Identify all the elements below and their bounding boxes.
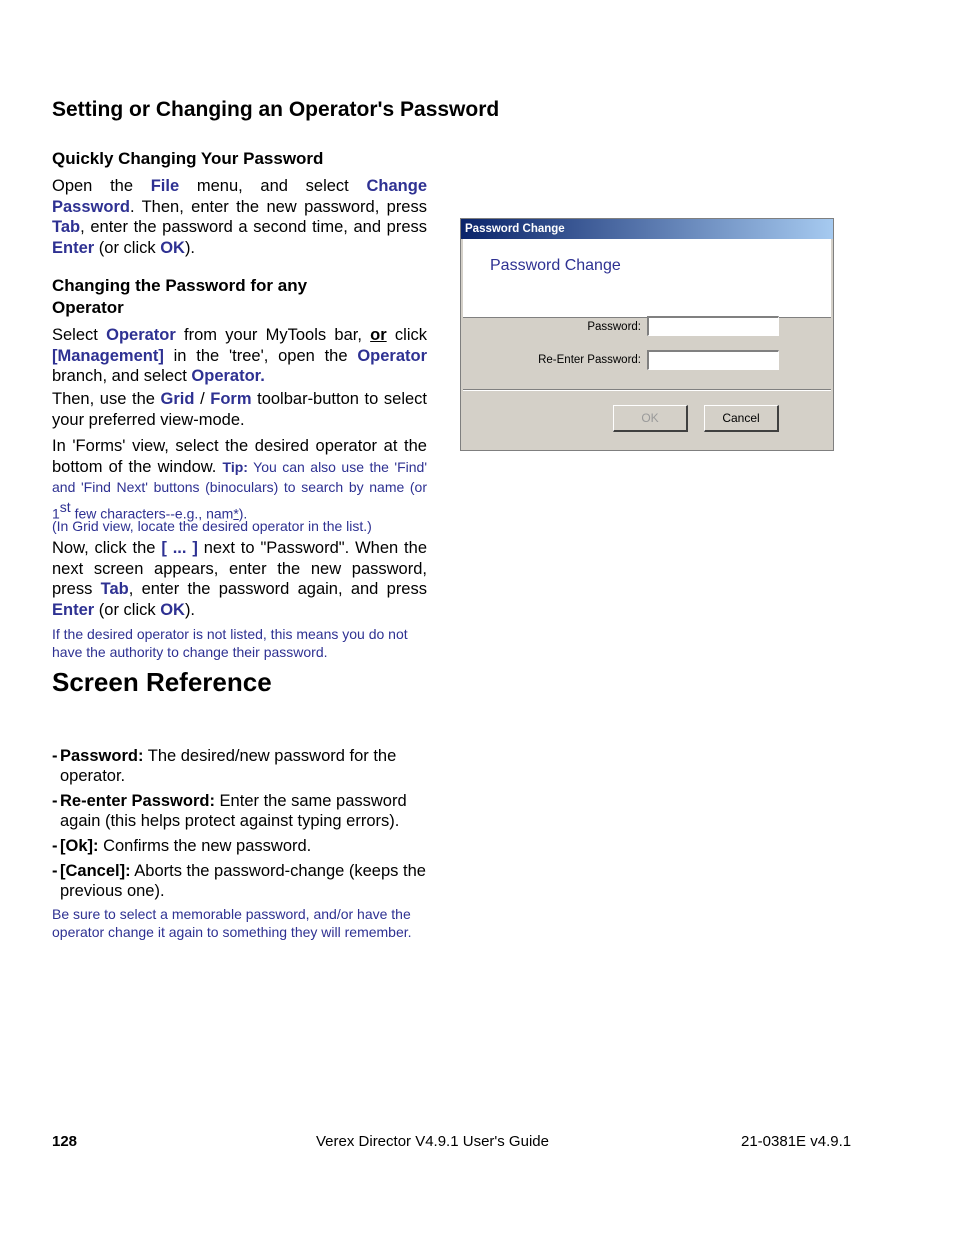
dialog-separator	[463, 389, 831, 391]
password-label: Password:	[587, 321, 641, 333]
kw-ok: OK	[160, 238, 185, 257]
anyop-paragraph-3: In 'Forms' view, select the desired operator at the bottom of the window. Tip: You can also use the 'Find' and 'Find Next' buttons (binoculars) to search by name (or 1st few characters--e.g., nam*).	[52, 437, 427, 521]
grid-view-note: (In Grid view, locate the desired operator in the list.)	[52, 518, 372, 534]
password-field[interactable]	[647, 316, 779, 336]
password-change-dialog	[460, 218, 834, 451]
guide-title: Verex Director V4.9.1 User's Guide	[316, 1133, 549, 1150]
ok-button[interactable]: OK	[613, 405, 688, 432]
memorable-password-note: Be sure to select a memorable password, and/or have the operator change it again to something they will remember.	[52, 906, 412, 940]
ref-item-cancel: - [Cancel]: Aborts the password-change (keeps the previous one).	[52, 862, 426, 900]
kw-enter: Enter	[52, 238, 95, 257]
page-number: 128	[52, 1133, 78, 1150]
dialog-header-panel	[463, 239, 831, 318]
quick-paragraph: Open the File menu, and select Change Password. Then, enter the new password, press Tab, enter the password a second time, and press Enter (or click OK).	[52, 177, 427, 257]
anyop-paragraph-4: Now, click the [ ... ] next to "Password". When the next screen appears, enter the new password, press Tab, enter the password again, and press Enter (or click OK).	[52, 539, 427, 619]
tip-label: Tip:	[222, 458, 248, 475]
ref-item-reenter: - Re-enter Password: Enter the same password again (this helps protect against typing errors).	[52, 792, 407, 830]
anyop-paragraph-2: Then, use the Grid / Form toolbar-button to select your preferred view-mode.	[52, 390, 427, 429]
ref-item-password: - Password: The desired/new password for the operator.	[52, 747, 397, 785]
anyop-section-title: Changing the Password for any Operator	[52, 276, 308, 317]
quick-section-title: Quickly Changing Your Password	[52, 149, 324, 168]
anyop-paragraph-1: Select Operator from your MyTools bar, or click [Management] in the 'tree', open the Operator branch, and select Operator.	[52, 326, 427, 385]
dialog-title-bar: Password Change	[461, 219, 833, 239]
reenter-password-label: Re-Enter Password:	[538, 354, 641, 366]
document-number: 21-0381E v4.9.1	[741, 1133, 852, 1150]
cancel-button[interactable]: Cancel	[704, 405, 779, 432]
kw-change-password: Change Password	[52, 177, 427, 216]
dialog-header-text: Password Change	[490, 257, 621, 274]
screen-reference-title: Screen Reference	[52, 667, 272, 697]
authority-note: If the desired operator is not listed, this means you do not have the authority to change their password.	[52, 626, 408, 660]
kw-tab: Tab	[52, 218, 81, 236]
kw-file: File	[150, 177, 180, 195]
page-heading: Setting or Changing an Operator's Password	[52, 98, 500, 121]
reenter-password-field[interactable]	[647, 350, 779, 370]
ref-item-ok: - [Ok]: Confirms the new password.	[52, 837, 312, 855]
